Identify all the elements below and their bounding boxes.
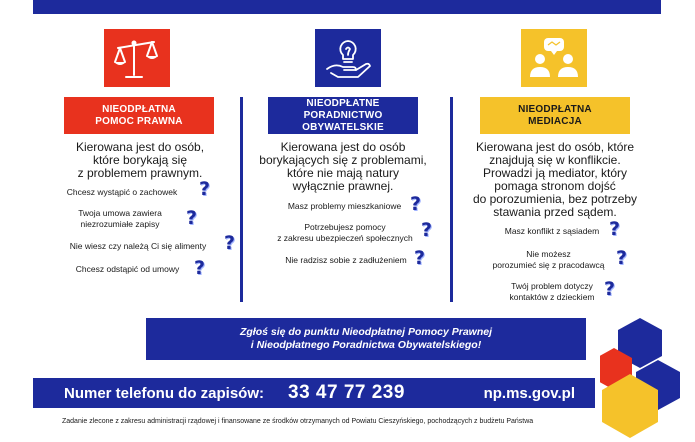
scales-icon [104,29,170,87]
header-citizen-advice: NIEODPŁATNE PORADNICTWO OBYWATELSKIE [268,97,418,134]
call-to-action-banner: Zgłoś się do punktu Nieodpłatnej Pomocy Prawnej i Nieodpłatnego Poradnictwa Obywatelskiego! [146,318,586,360]
funding-footnote: Zadanie zlecone z zakresu administracji rządowej i finansowane ze środków otrzymanych od Powiatu Cieszyńskiego, pochodzących z budżetu Państwa [62,418,534,425]
hand-lightbulb-icon [315,29,381,87]
header-free-legal-aid: NIEODPŁATNA POMOC PRAWNA [64,97,214,134]
column-divider [450,97,453,302]
header-mediation: NIEODPŁATNA MEDIACJA [480,97,630,134]
question-mark-icon: ? [616,247,628,269]
column-divider [240,97,243,302]
phone-number[interactable]: 33 47 77 239 [288,382,405,403]
question-item: Potrzebujesz pomocy z zakresu ubezpieczeń społecznych [277,222,413,243]
top-banner-bar [33,0,661,14]
question-mark-icon: ? [194,257,206,279]
question-mark-icon: ? [186,207,198,229]
question-mark-icon: ? [414,247,426,269]
question-item: Chcesz odstąpić od umowy [75,264,180,274]
question-item: Nie możesz porozumieć się z pracodawcą [492,249,605,270]
phone-label: Numer telefonu do zapisów: [64,384,265,402]
question-mark-icon: ? [410,193,422,215]
question-mark-icon: ? [421,219,433,241]
question-item: Masz problemy mieszkaniowe [287,201,402,211]
legal-aid-description: Kierowana jest do osób, które borykają się z problemem prawnym. [75,140,205,180]
question-item: Nie wiesz czy należą Ci się alimenty [69,241,207,251]
question-mark-icon: ? [224,232,236,254]
question-item: Nie radzisz sobie z zadłużeniem [285,255,407,265]
question-item: Twoja umowa zawiera niezrozumiałe zapisy [78,208,162,229]
question-item: Twój problem dotyczy kontaktów z dzieckiem [509,281,595,302]
question-mark-icon: ? [199,178,211,200]
mediation-people-icon [521,29,587,87]
phone-info-bar [33,378,595,408]
question-item: Masz konflikt z sąsiadem [504,226,600,236]
mediation-description: Kierowana jest do osób, które znajdują się w konflikcie. Prowadzi ją mediator, który pomaga stronom dojść do porozumienia, bez potrzeby stawania przed sądem. [472,140,638,219]
website-link[interactable]: np.ms.gov.pl [483,384,575,402]
citizen-advice-description: Kierowana jest do osób borykających się z problemami, które nie mają natury wyłącznie prawnej. [259,140,427,193]
question-item: Chcesz wystąpić o zachowek [66,187,178,197]
question-mark-icon: ? [609,218,621,240]
question-mark-icon: ? [604,278,616,300]
